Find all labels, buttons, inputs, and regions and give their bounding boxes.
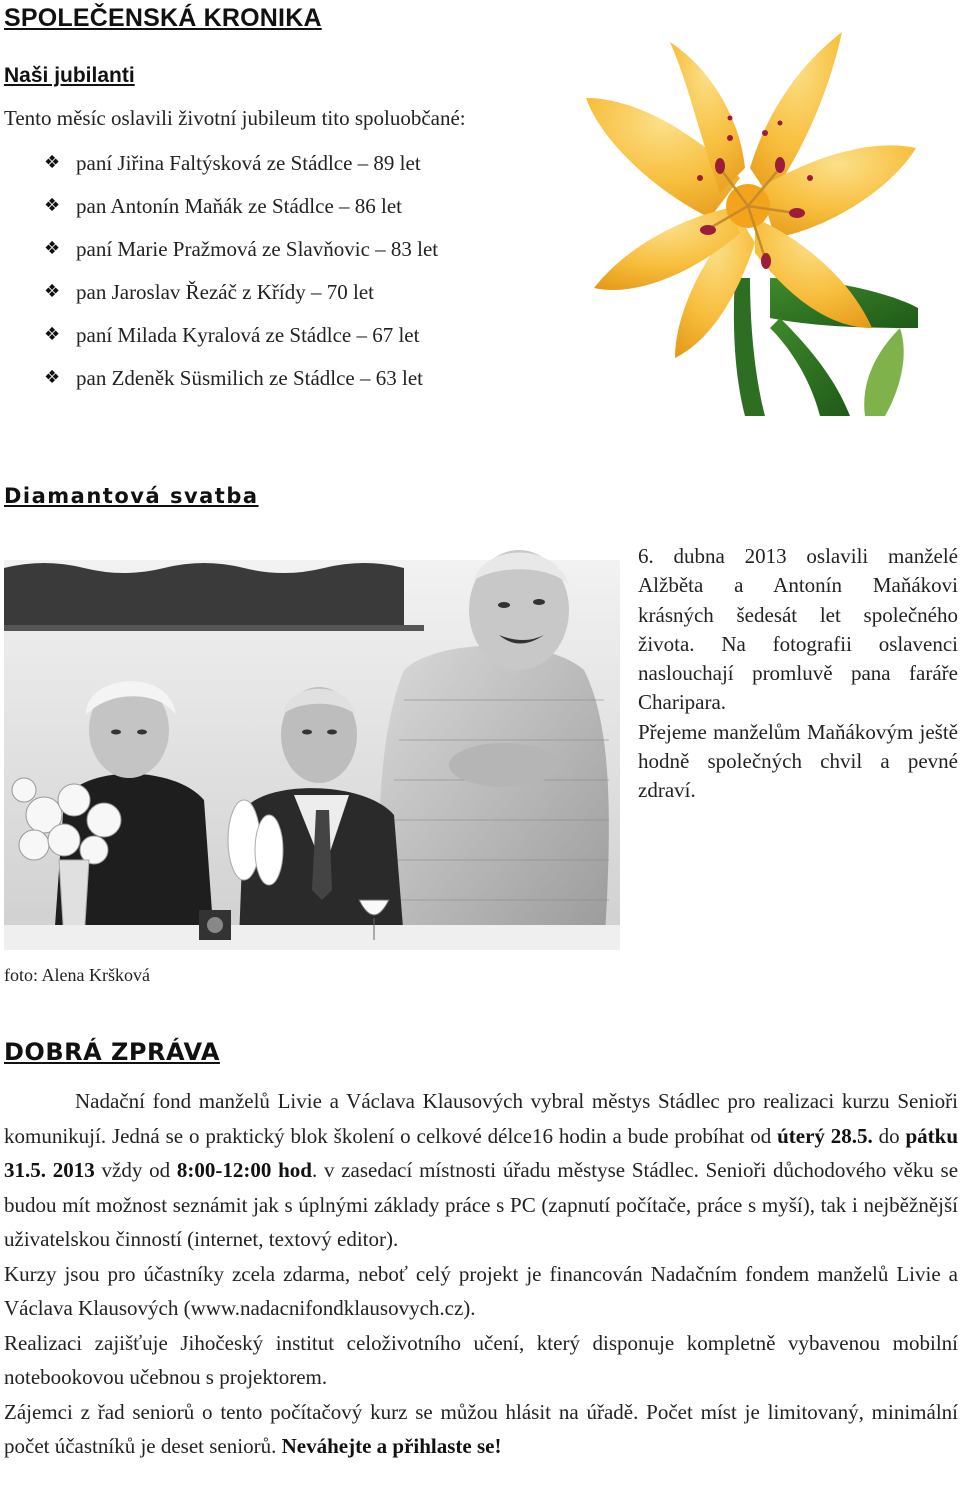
jubilants-heading: Naši jubilanti xyxy=(4,64,135,87)
text-run: do xyxy=(872,1123,906,1148)
diamond-bullet-icon: ❖ xyxy=(44,367,61,388)
diamond-bullet-icon: ❖ xyxy=(44,152,61,173)
good-news-paragraph-4 xyxy=(4,1395,958,1464)
list-item-text: paní Milada Kyralová ze Stádlce – 67 let xyxy=(76,323,420,347)
photo-credit: foto: Alena Kršková xyxy=(4,965,150,985)
diamond-wedding-text xyxy=(638,542,958,806)
list-item xyxy=(44,193,438,236)
list-item xyxy=(44,279,438,322)
course-start-date: úterý 28.5. xyxy=(777,1123,873,1148)
jubilants-intro: Tento měsíc oslavili životní jubileum tito spoluobčané: xyxy=(4,106,466,130)
diamond-wedding-paragraph-2: Přejeme manželům Maňákovým ještě hodně společných chvil a pevné zdraví. xyxy=(638,719,958,803)
call-to-action: Neváhejte a přihlaste se! xyxy=(281,1434,502,1458)
diamond-wedding-heading: Diamantová svatba xyxy=(4,484,259,508)
list-item-text: pan Zdeněk Süsmilich ze Stádlce – 63 let xyxy=(76,366,423,390)
good-news-paragraph-2: Kurzy jsou pro účastníky zcela zdarma, neboť celý projekt je financován Nadačním fondem manželů Livie a Václava Klausových (www.nadacnifondklausovych.cz). xyxy=(4,1261,958,1320)
page-title: SPOLEČENSKÁ KRONIKA xyxy=(4,4,322,32)
list-item xyxy=(44,365,438,408)
list-item-text: pan Antonín Maňák ze Stádlce – 86 let xyxy=(76,194,403,218)
list-item xyxy=(44,236,438,279)
celebration-photo xyxy=(4,540,620,950)
diamond-wedding-paragraph-1: 6. dubna 2013 oslavili manželé Alžběta a Antonín Maňákovi krásných šedesát let společného života. Na fotografii oslavenci naslouchají promluvě pana faráře Charipara. xyxy=(638,544,958,715)
course-time: 8:00-12:00 hod xyxy=(176,1158,312,1182)
diamond-bullet-icon: ❖ xyxy=(44,195,61,216)
list-item-text: paní Marie Pražmová ze Slavňovic – 83 let xyxy=(76,237,439,261)
diamond-bullet-icon: ❖ xyxy=(44,324,61,345)
diamond-bullet-icon: ❖ xyxy=(44,281,61,302)
list-item-text: pan Jaroslav Řezáč z Křídy – 70 let xyxy=(76,280,374,304)
good-news-paragraph-1 xyxy=(4,1084,958,1257)
list-item-text: paní Jiřina Faltýsková ze Stádlce – 89 let xyxy=(76,151,421,175)
course-end-date: pátku 31.5. 2013 xyxy=(4,1123,958,1182)
lily-flower-image xyxy=(580,28,920,416)
good-news-heading: DOBRÁ ZPRÁVA xyxy=(4,1038,220,1066)
good-news-body xyxy=(4,1084,958,1464)
good-news-paragraph-3: Realizaci zajišťuje Jihočeský institut celoživotního učení, který disponuje kompletně vybavenou mobilní notebookovou učebnou s projektorem. xyxy=(4,1330,958,1389)
text-run: vždy od xyxy=(94,1158,177,1182)
diamond-bullet-icon: ❖ xyxy=(44,238,61,259)
text-run: Nadační fond manželů Livie a Václava Klausových vybral městys Stádlec pro realizaci kurzu Senioři komunikují. Jedná se o praktický blok školení o celkové délce16 hodin a bude probíhat od xyxy=(4,1089,958,1148)
text-run: . v zasedací místnosti úřadu městyse Stádlec. Senioři důchodového věku se budou mít možnost seznámit jak s úplnými základy práce s PC (zapnutí počítače, práce s myší), tak i nejběžnější uživatelskou činností (internet, textový editor). xyxy=(4,1158,959,1251)
list-item xyxy=(44,322,438,365)
list-item xyxy=(44,150,438,193)
jubilants-list xyxy=(44,150,438,408)
text-run: Zájemci z řad seniorů o tento počítačový kurz se můžou hlásit na úřadě. Počet míst je limitovaný, minimální počet účastníků je deset seniorů. xyxy=(4,1399,958,1458)
